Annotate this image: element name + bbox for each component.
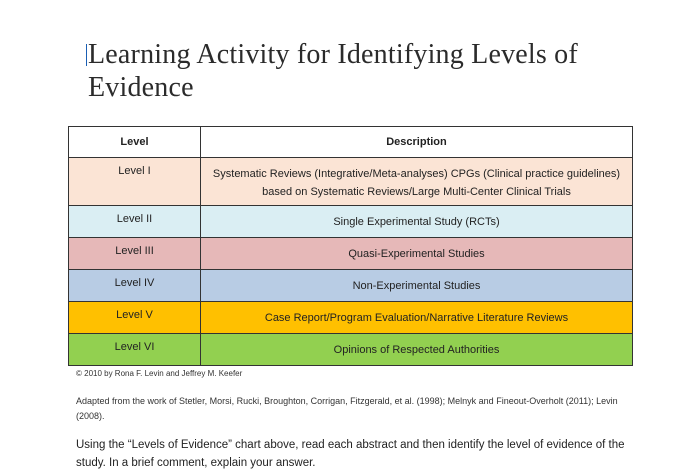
text-cursor	[86, 44, 87, 66]
level-cell: Level IV	[69, 270, 201, 302]
adapted-from-citation: Adapted from the work of Stetler, Morsi, Rucki, Broughton, Corrigan, Fitzgerald, et al. (1998); Melnyk and Fineout-Overholt (2011); Levin (2008).	[76, 396, 618, 421]
description-cell: Single Experimental Study (RCTs)	[201, 206, 633, 238]
table-row	[69, 158, 633, 206]
description-cell: Case Report/Program Evaluation/Narrative Literature Reviews	[201, 302, 633, 334]
table-row	[69, 206, 633, 238]
page-title: Learning Activity for Identifying Levels of Evidence	[88, 39, 578, 103]
table-header-row	[69, 127, 633, 158]
table-row	[69, 270, 633, 302]
activity-instructions: Using the “Levels of Evidence” chart above, read each abstract and then identify the level of evidence of the study. In a brief comment, explain your answer.	[76, 439, 625, 469]
header-level: Level	[69, 127, 201, 158]
level-cell: Level III	[69, 238, 201, 270]
header-description: Description	[201, 127, 633, 158]
description-cell: Systematic Reviews (Integrative/Meta-analyses) CPGs (Clinical practice guidelines) based on Systematic Reviews/Large Multi-Center Clinical Trials	[201, 158, 633, 206]
description-cell: Non-Experimental Studies	[201, 270, 633, 302]
description-cell: Quasi-Experimental Studies	[201, 238, 633, 270]
copyright-credit: © 2010 by Rona F. Levin and Jeffrey M. Keefer	[76, 369, 243, 378]
level-cell: Level II	[69, 206, 201, 238]
level-cell: Level VI	[69, 334, 201, 366]
table-row	[69, 302, 633, 334]
level-cell: Level I	[69, 158, 201, 206]
levels-of-evidence-table	[68, 126, 633, 366]
table-row	[69, 334, 633, 366]
table-row	[69, 238, 633, 270]
description-cell: Opinions of Respected Authorities	[201, 334, 633, 366]
level-cell: Level V	[69, 302, 201, 334]
